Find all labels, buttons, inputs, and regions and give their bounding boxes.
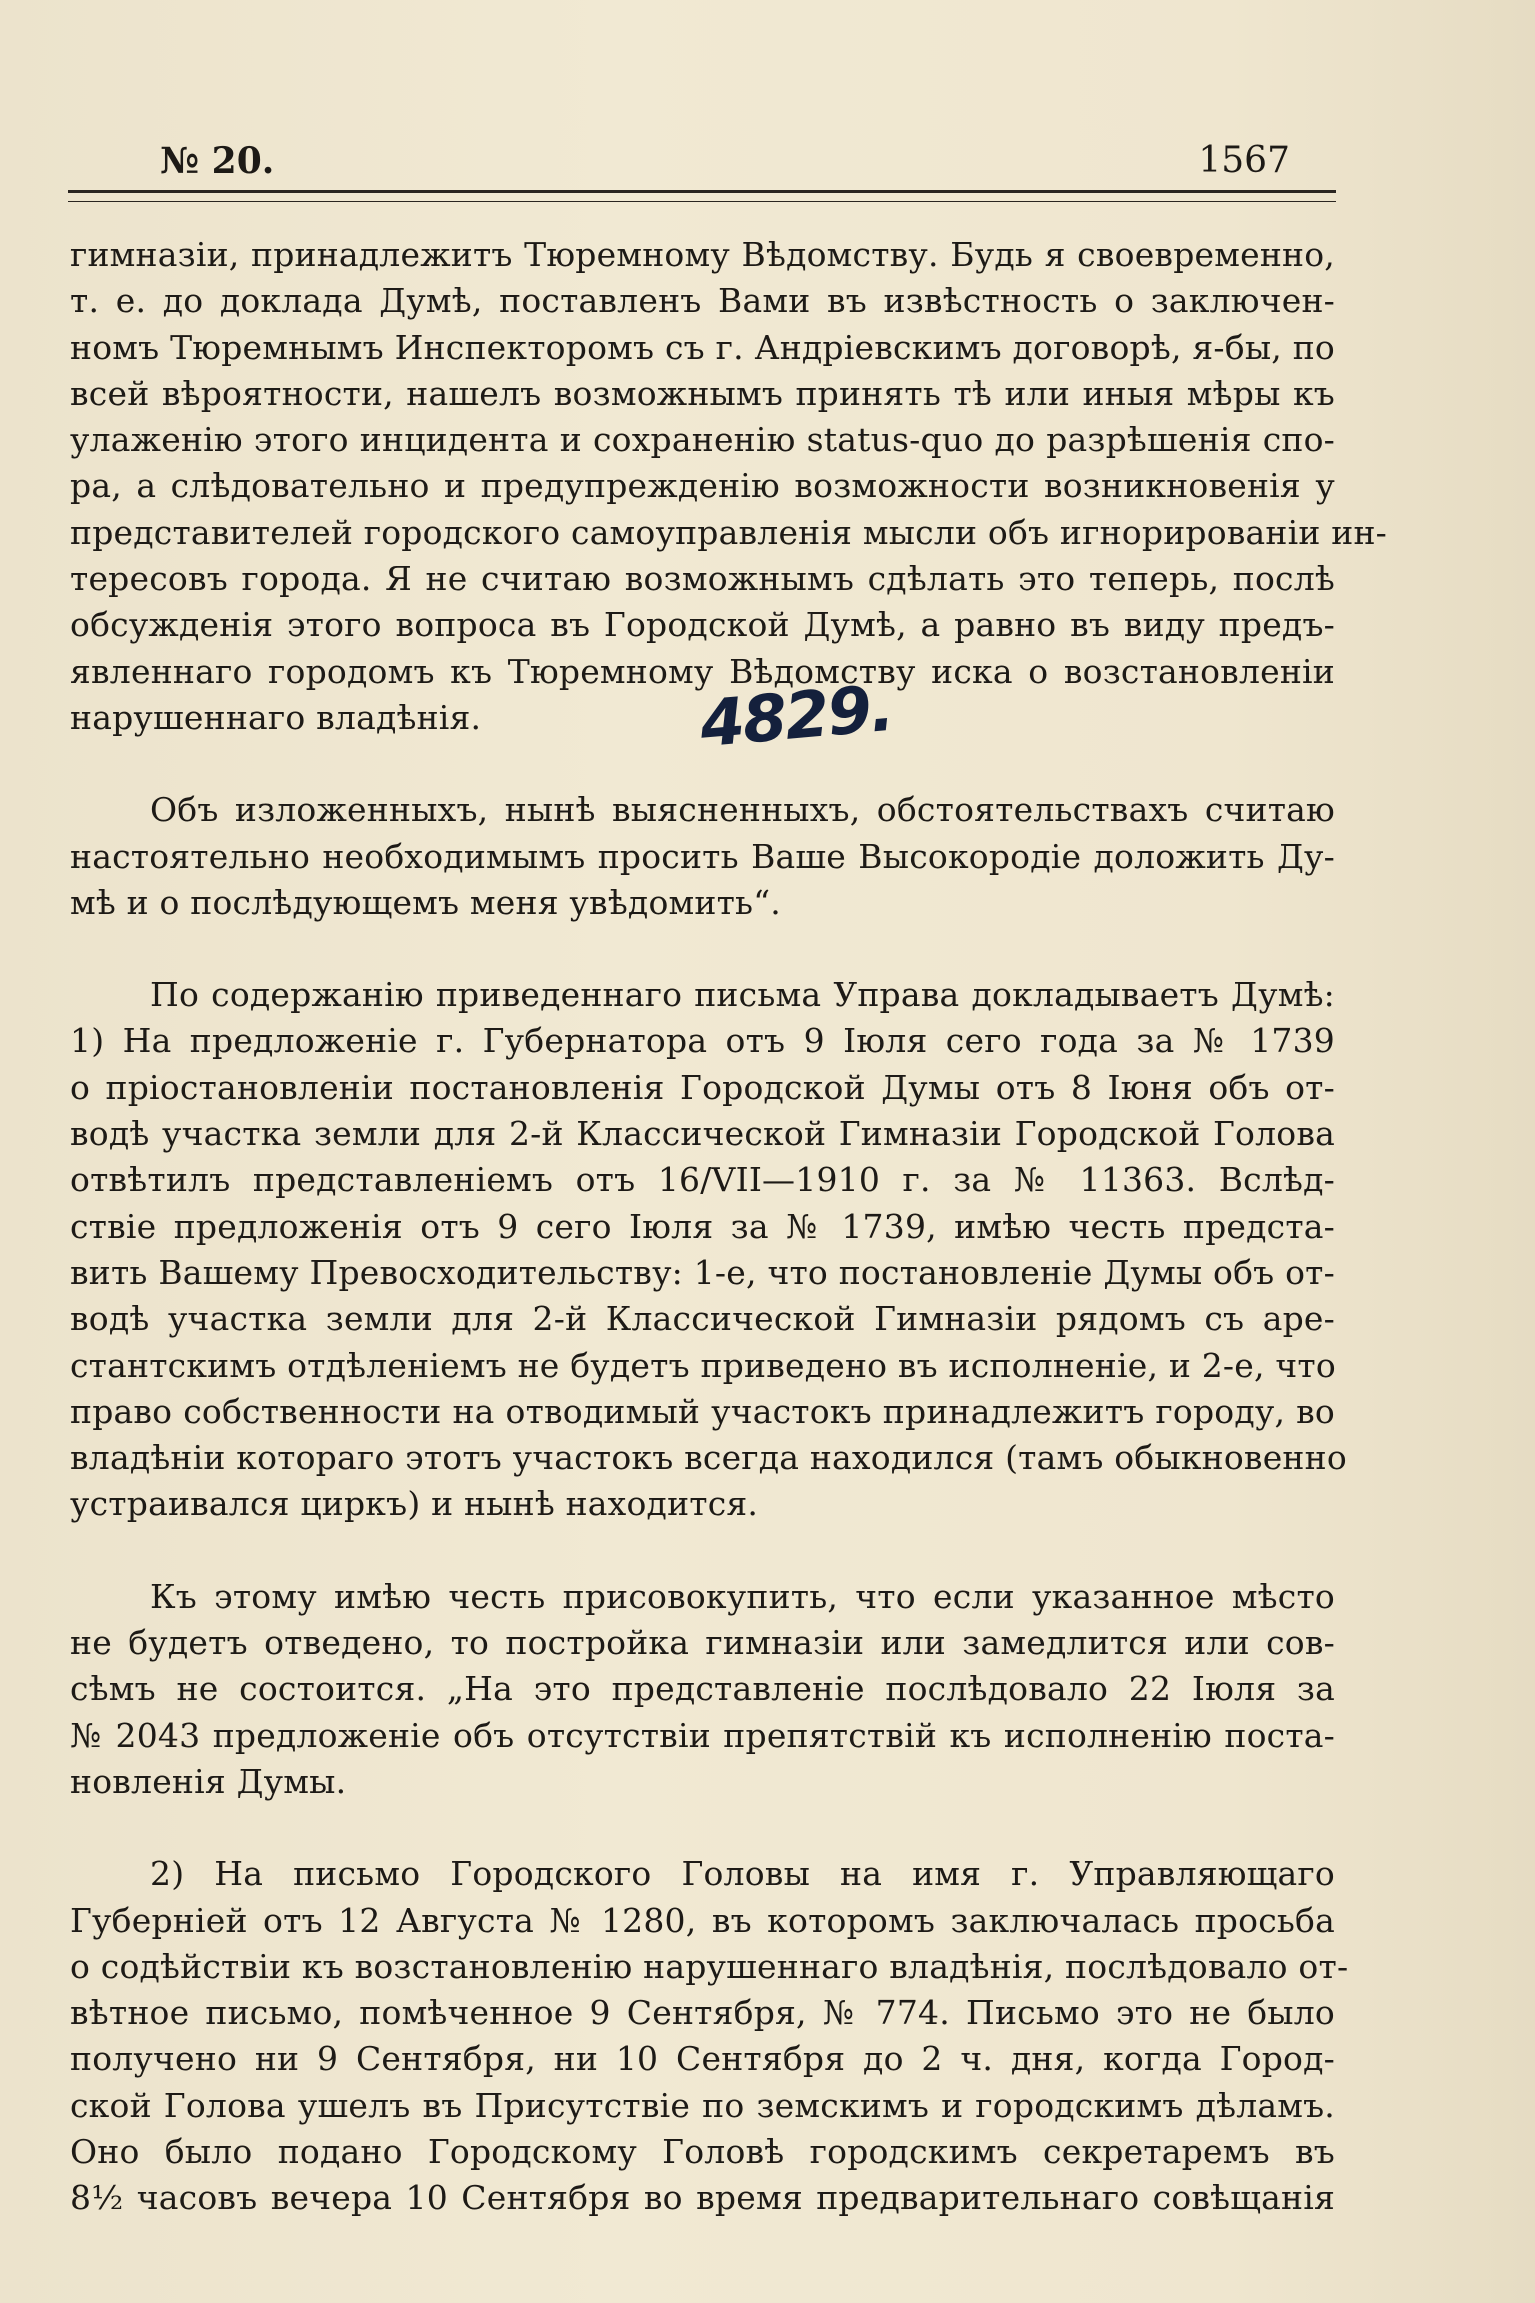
- text-line: Къ этому имѣю честь присовокупить, что если указанное мѣсто: [150, 1576, 1335, 1616]
- text-line: Объ изложенныхъ, нынѣ выясненныхъ, обстоятельствахъ считаю: [150, 790, 1335, 830]
- handwritten-number: 4829.: [697, 671, 896, 763]
- text-line: владѣніи котораго этотъ участокъ всегда находился (тамъ обыкновенно: [70, 1438, 1347, 1478]
- text-line: тересовъ города. Я не считаю возможнымъ сдѣлать это теперь, послѣ: [70, 559, 1335, 599]
- text-line: Губерніей отъ 12 Августа № 1280, въ которомъ заключалась просьба: [70, 1900, 1335, 1940]
- text-line: номъ Тюремнымъ Инспекторомъ съ г. Андріевскимъ договорѣ, я-бы, по: [70, 327, 1335, 367]
- paragraph-3: [70, 972, 1347, 1528]
- text-line: ра, а слѣдовательно и предупрежденію возможности возникновенія у: [70, 466, 1335, 506]
- text-line: нарушеннаго владѣнія.: [70, 697, 482, 737]
- text-line: гимназіи, принадлежитъ Тюремному Вѣдомству. Будь я своевременно,: [70, 235, 1335, 274]
- text-line: получено ни 9 Сентября, ни 10 Сентября до 2 ч. дня, когда Город-: [70, 2039, 1335, 2079]
- body-text: [70, 232, 1388, 2240]
- text-line: водѣ участка земли для 2-й Классической Гимназіи Городской Голова: [70, 1114, 1335, 1154]
- text-line: стантскимъ отдѣленіемъ не будетъ приведено въ исполненіе, и 2-е, что: [70, 1345, 1336, 1385]
- text-line: о пріостановленіи постановленія Городской Думы отъ 8 Іюня объ от-: [70, 1067, 1335, 1107]
- paragraph-2: [70, 787, 1335, 926]
- paragraph-5: [70, 1851, 1349, 2221]
- text-line: ствіе предложенія отъ 9 сего Іюля за № 1739, имѣю честь предста-: [70, 1206, 1335, 1246]
- text-line: всей вѣроятности, нашелъ возможнымъ принять тѣ или иныя мѣры къ: [70, 373, 1335, 413]
- text-line: вѣтное письмо, помѣченное 9 Сентября, № 774. Письмо это не было: [70, 1993, 1335, 2033]
- paragraph-4: [70, 1574, 1335, 1805]
- text-line: явленнаго городомъ къ Тюремному Вѣдомству иска о возстановленіи: [70, 651, 1335, 691]
- text-line: 2) На письмо Городского Головы на имя г. Управляющаго: [150, 1854, 1335, 1894]
- text-line: представителей городского самоуправленія мысли объ игнорированіи ин-: [70, 512, 1388, 552]
- text-line: 8½ часовъ вечера 10 Сентября во время предварительнаго совѣщанія: [70, 2178, 1335, 2218]
- text-line: вить Вашему Превосходительству: 1-е, что постановленіе Думы объ от-: [70, 1252, 1335, 1292]
- page-number: 1567: [1198, 140, 1290, 181]
- text-line: мѣ и о послѣдующемъ меня увѣдомить“.: [70, 882, 781, 922]
- text-line: ской Голова ушелъ въ Присутствіе по земскимъ и городскимъ дѣламъ.: [70, 2085, 1335, 2125]
- paragraph-1: [70, 232, 1388, 741]
- text-line: о содѣйствіи къ возстановленію нарушеннаго владѣнія, послѣдовало от-: [70, 1946, 1349, 1986]
- text-line: По содержанію приведеннаго письма Управа докладываетъ Думѣ:: [150, 975, 1335, 1015]
- text-line: т. е. до доклада Думѣ, поставленъ Вами въ извѣстность о заключен-: [70, 281, 1335, 321]
- text-line: Оно было подано Городскому Головѣ городскимъ секретаремъ въ: [70, 2131, 1335, 2171]
- text-line: улаженію этого инцидента и сохраненію status-quo до разрѣшенія спо-: [70, 420, 1335, 460]
- text-line: новленія Думы.: [70, 1761, 347, 1801]
- issue-number: № 20.: [160, 140, 275, 182]
- text-line: обсужденія этого вопроса въ Городской Думѣ, а равно въ виду предъ-: [70, 605, 1335, 645]
- text-line: 1) На предложеніе г. Губернатора отъ 9 Іюля сего года за № 1739: [70, 1021, 1335, 1061]
- page-header: [70, 140, 1335, 190]
- header-rule: [68, 190, 1336, 202]
- text-line: настоятельно необходимымъ просить Ваше Высокородіе доложить Ду-: [70, 836, 1335, 876]
- text-line: отвѣтилъ представленіемъ отъ 16/VII—1910 г. за № 11363. Вслѣд-: [70, 1160, 1335, 1200]
- text-line: № 2043 предложеніе объ отсутствіи препятствій къ исполненію поста-: [70, 1715, 1335, 1755]
- text-line: водѣ участка земли для 2-й Классической Гимназіи рядомъ съ аре-: [70, 1299, 1335, 1339]
- text-line: сѣмъ не состоится. „На это представленіе послѣдовало 22 Іюля за: [70, 1669, 1335, 1709]
- text-line: не будетъ отведено, то постройка гимназіи или замедлится или сов-: [70, 1623, 1335, 1663]
- text-line: право собственности на отводимый участокъ принадлежитъ городу, во: [70, 1391, 1335, 1431]
- text-line: устраивался циркъ) и нынѣ находится.: [70, 1484, 759, 1524]
